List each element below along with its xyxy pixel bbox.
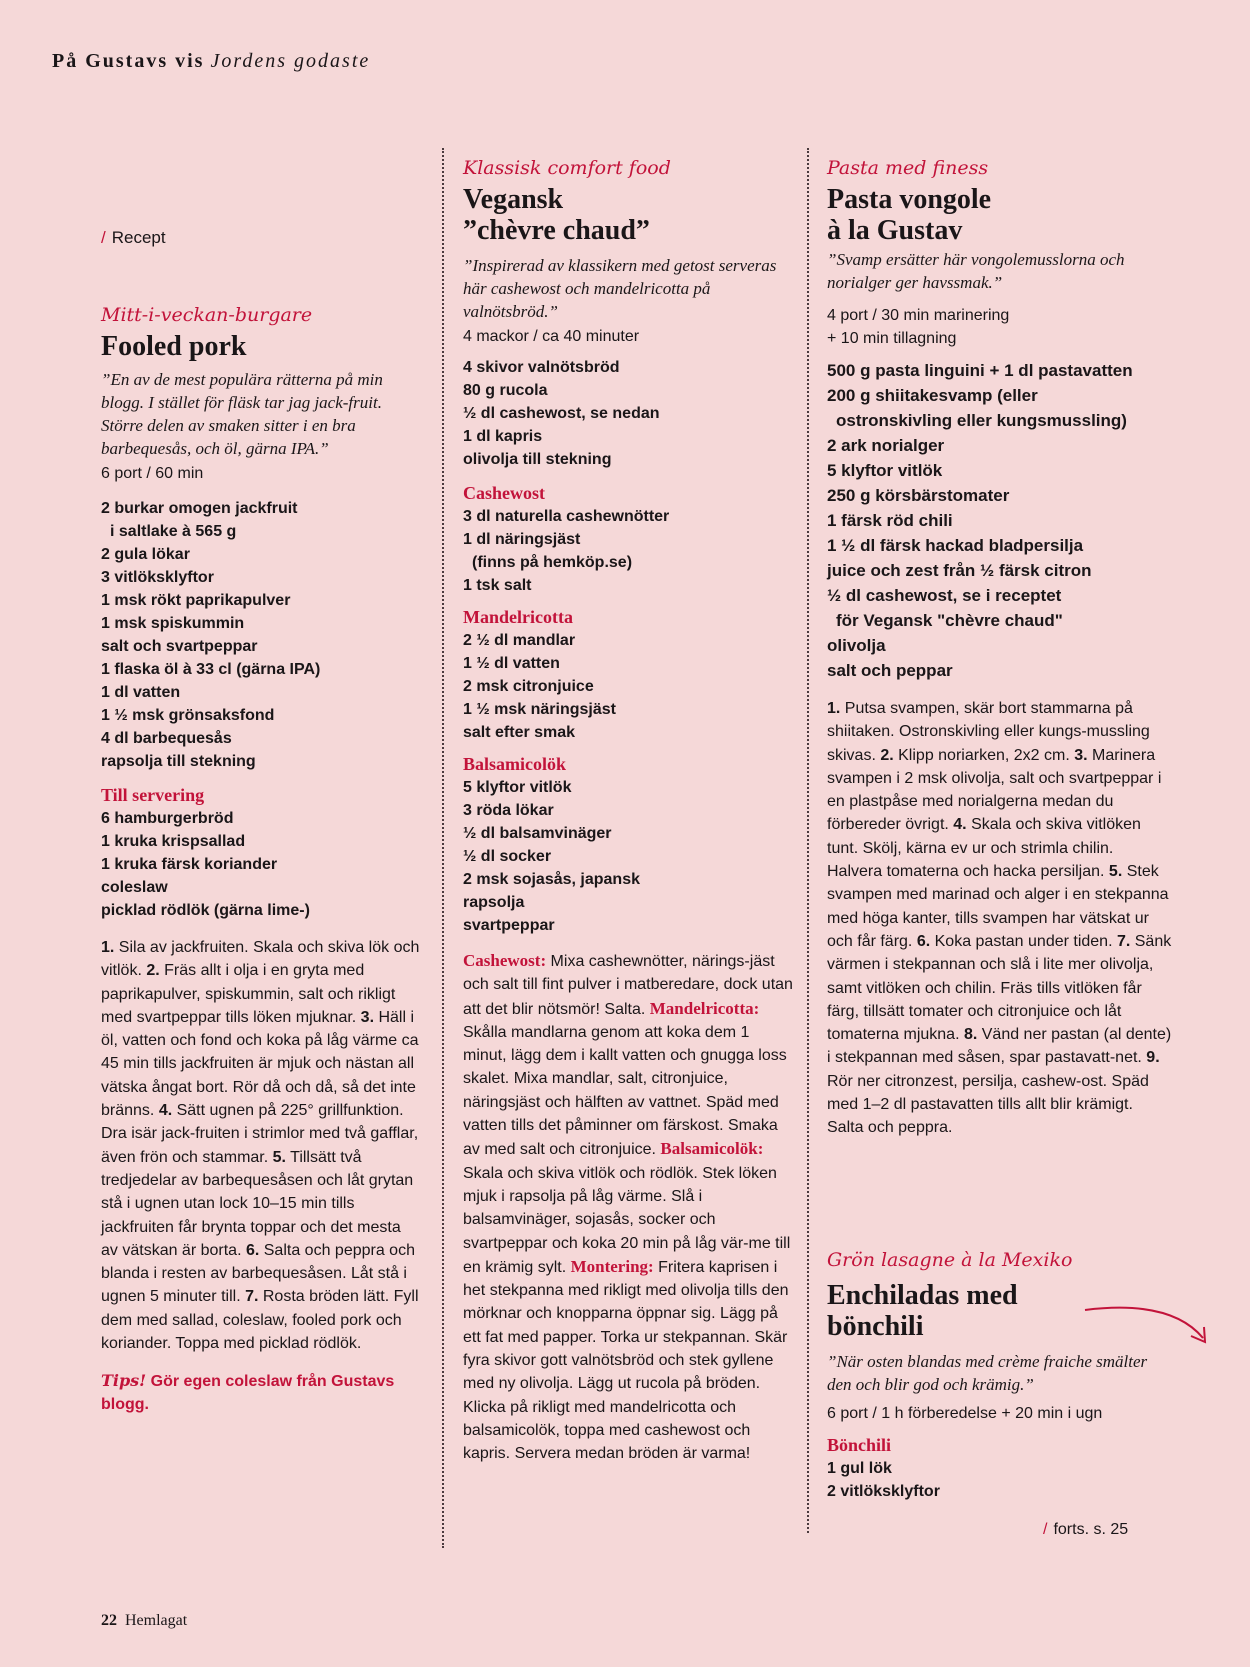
step-text: Häll i öl, vatten och fond och koka på låg värme ca 45 min tills jackfruiten är mjuk och nästan all vätska ångat bort. Rör då och då, så det inte bränns. <box>101 1008 419 1120</box>
step-number: 4. <box>158 1102 173 1120</box>
ingredient: 1 ½ dl vatten <box>463 655 560 672</box>
header-title: På Gustavs vis <box>52 50 205 72</box>
step-text: Skala och skiva vitlök och rödlök. Stek löken mjuk i rapsolja på låg värme. Slå i balsamvinäger, sojasås, socker och svartpeppar och koka 20 min på låg vär-me till en krämig sylt. <box>463 1164 791 1276</box>
ingredient: 1 ½ dl färsk hackad bladpersilja <box>827 536 1084 555</box>
ingredient: 1 ½ msk näringsjäst <box>463 701 616 718</box>
step-number: 4. <box>953 816 967 834</box>
page-header <box>52 50 370 73</box>
subsection-heading: Cashewost <box>463 483 546 503</box>
subsection-heading: Till servering <box>101 785 205 805</box>
step-heading: Cashewost: <box>463 951 547 970</box>
subsection-heading: Mandelricotta <box>463 607 573 627</box>
recipe-title-line: Enchiladas med <box>827 1280 1018 1311</box>
step-text: Vänd ner pastan (al dente) i stekpannan med såsen, spar pastavatt-net. <box>827 1026 1172 1067</box>
column-divider <box>442 148 444 1548</box>
step-number: 2. <box>146 962 160 980</box>
meta-line: 4 port / 30 min marinering <box>827 307 1010 324</box>
ingredient: ½ dl cashewost, se i receptet <box>827 586 1062 605</box>
tips-word: Tips! <box>101 1371 147 1391</box>
ingredient: 1 dl vatten <box>101 684 181 701</box>
ingredient: picklad rödlök (gärna lime-) <box>101 902 310 919</box>
step-number: 1. <box>827 700 841 717</box>
step-number: 7. <box>1116 932 1131 950</box>
recipe-chevre-chaud <box>463 156 793 1466</box>
step-text: Fräs allt i olja i en gryta med paprikapulver, spiskummin, salt och rikligt med svartpeppar tills löken mjuknar. <box>101 962 396 1026</box>
step-text: Skålla mandlarna genom att koka dem 1 minut, lägg dem i kallt vatten och gnugga loss skalet. Mixa mandlar, salt, citronjuice, näringsjäst och hälften av vattnet. Späd med vatten tills det påminner om färskost. Smaka av med salt och citronjuice. <box>463 1023 787 1159</box>
step-number: 7. <box>245 1288 259 1306</box>
continued-text: forts. s. 25 <box>1053 1521 1129 1538</box>
step-text: Koka pastan under tiden. <box>930 932 1117 950</box>
ingredient: 80 g rucola <box>463 382 548 399</box>
ingredient: rapsolja till stekning <box>101 753 256 770</box>
ingredient: 3 vitlöksklyftor <box>101 569 214 586</box>
ingredient: 2 ½ dl mandlar <box>463 632 576 649</box>
ingredient-list <box>463 629 793 744</box>
ingredient-list <box>827 358 1172 683</box>
ingredient: svartpeppar <box>463 917 555 934</box>
ingredient: 2 msk sojasås, japansk <box>463 871 640 888</box>
recipe-title <box>827 184 1172 246</box>
ingredient-list <box>827 1457 1172 1503</box>
meta-line: + 10 min tillagning <box>827 330 957 347</box>
ingredient: 1 ½ msk grönsaksfond <box>101 707 275 724</box>
ingredient: 1 tsk salt <box>463 577 532 594</box>
ingredient: 1 gul lök <box>827 1460 892 1477</box>
ingredient: 4 skivor valnötsbröd <box>463 359 620 376</box>
ingredient: 1 kruka krispsallad <box>101 833 246 850</box>
tips-note <box>101 1369 421 1416</box>
step-text: Tillsätt två tredjedelar av barbequesåsen och låt grytan stå i ugnen utan lock 10–15 min tills jackfruiten får brynta toppar och det mesta av vätskan är borta. <box>101 1148 414 1259</box>
recipe-meta <box>827 304 1172 350</box>
section-label <box>101 228 166 248</box>
recipe-meta: 4 mackor / ca 40 minuter <box>463 328 640 345</box>
step-number: 6. <box>916 932 931 950</box>
ingredient: 1 msk spiskummin <box>101 615 245 632</box>
subsection-heading: Balsamicolök <box>463 754 567 774</box>
ingredient-list <box>463 356 793 471</box>
ingredient: 2 gula lökar <box>101 546 190 563</box>
step-number: 6. <box>245 1241 260 1259</box>
ingredient-list <box>463 776 793 937</box>
ingredient: 4 dl barbequesås <box>101 730 232 747</box>
magazine-name: Hemlagat <box>125 1612 188 1629</box>
ingredient: 1 kruka färsk koriander <box>101 856 278 873</box>
ingredient: 2 burkar omogen jackfruit <box>101 500 298 517</box>
ingredient: 200 g shiitakesvamp (eller <box>827 386 1038 405</box>
ingredient-list <box>101 807 421 922</box>
step-text: Skala och skiva vitlöken tunt. Skölj, kärna ev ur och strimla chilin. Halvera tomaterna och hacka persiljan. <box>827 816 1141 881</box>
page-footer <box>101 1612 187 1630</box>
recipe-category: Klassisk comfort food <box>463 157 671 179</box>
recipe-title-line: Vegansk <box>463 184 564 215</box>
recipe-title: Fooled pork <box>101 331 247 362</box>
ingredient: 6 hamburgerbröd <box>101 810 234 827</box>
ingredient: för Vegansk "chèvre chaud" <box>836 611 1063 630</box>
recipe-quote: ”Inspirerad av klassikern med getost serveras här cashewost och mandelricotta på valnötsbröd.” <box>463 256 777 321</box>
slash-icon: / <box>1043 1521 1048 1538</box>
step-text: Fritera kaprisen i het stekpanna med rikligt med olivolja tills den mörknar och knopparna öppnar sig. Lägg på ett fat med papper. Torka ur stekpannan. Skär fyra skivor gott valnötsbröd och stek gyllene med ny olivolja. Lägg ut rucola på bröden. Klicka på rikligt med mandelricotta och balsamicolök, toppa med cashewost och kapris. Servera medan bröden är varma! <box>463 1258 789 1463</box>
ingredient: 5 klyftor vitlök <box>827 461 943 480</box>
step-text: Klipp noriarken, 2x2 cm. <box>893 746 1075 764</box>
recipe-fooled-pork <box>101 303 421 1416</box>
recipe-enchiladas <box>827 1248 1172 1503</box>
ingredient: salt efter smak <box>463 724 576 741</box>
ingredient: (finns på hemköp.se) <box>472 554 633 571</box>
ingredient: 2 msk citronjuice <box>463 678 594 695</box>
ingredient: ½ dl socker <box>463 848 552 865</box>
recipe-quote: ”En av de mest populära rätterna på min blogg. I stället för fläsk tar jag jack-fruit. Större delen av smaken sitter i en bra barbequesås, och öl, gärna IPA.” <box>101 370 383 458</box>
section-label-text: Recept <box>111 228 166 247</box>
recipe-pasta-vongole <box>827 156 1172 1140</box>
ingredient: coleslaw <box>101 879 168 896</box>
step-text: Rör ner citronzest, persilja, cashew-ost. Späd med 1–2 dl pastavatten tills allt blir krämigt. Salta och peppra. <box>827 1072 1149 1137</box>
ingredient: 250 g körsbärstomater <box>827 486 1010 505</box>
recipe-quote: ”När osten blandas med crème fraiche smälter den och blir god och krämig.” <box>827 1352 1148 1394</box>
recipe-category: Mitt-i-veckan-burgare <box>101 304 313 326</box>
ingredient: juice och zest från ½ färsk citron <box>827 561 1092 580</box>
step-text: Stek svampen med marinad och alger i en stekpanna med höga kanter, tills svampen har vätskat ur och får färg. <box>827 863 1169 950</box>
step-number: 3. <box>1074 746 1088 764</box>
ingredient: ½ dl balsamvinäger <box>463 825 612 842</box>
step-number: 3. <box>360 1008 375 1026</box>
step-number: 9. <box>1146 1049 1160 1067</box>
ingredient: ostronskivling eller kungsmussling) <box>836 411 1127 430</box>
step-text: Putsa svampen, skär bort stammarna på shiitaken. Ostronskivling eller kungs-mussling skivas. <box>827 700 1150 764</box>
recipe-category: Pasta med finess <box>827 157 989 179</box>
ingredient-list <box>101 497 421 773</box>
ingredient: 1 msk rökt paprikapulver <box>101 592 291 609</box>
ingredient: 1 flaska öl à 33 cl (gärna IPA) <box>101 661 321 678</box>
step-number: 5. <box>272 1148 286 1166</box>
ingredient: 3 dl naturella cashewnötter <box>463 508 670 525</box>
ingredient: salt och peppar <box>827 661 953 680</box>
ingredient: 1 dl kapris <box>463 428 543 445</box>
subsection-heading: Bönchili <box>827 1435 892 1455</box>
ingredient: olivolja <box>827 636 886 655</box>
recipe-title-line: Pasta vongole <box>827 184 992 215</box>
ingredient: olivolja till stekning <box>463 451 612 468</box>
recipe-title-line: à la Gustav <box>827 215 963 246</box>
step-number: 8. <box>963 1026 978 1044</box>
recipe-meta: 6 port / 1 h förberedelse + 20 min i ugn <box>827 1405 1103 1422</box>
recipe-title <box>463 184 793 246</box>
step-text: Marinera svampen i 2 msk olivolja, salt och svartpeppar i en plastpåse med norialgerna medan du förbereder övrigt. <box>827 746 1162 834</box>
column-divider <box>807 148 809 1533</box>
ingredient: rapsolja <box>463 894 525 911</box>
ingredient: i saltlake à 565 g <box>110 523 237 540</box>
step-text: Sila av jackfruiten. Skala och skiva lök och vitlök. <box>101 939 420 980</box>
page-number: 22 <box>101 1612 117 1629</box>
step-heading: Mandelricotta: <box>649 998 760 1018</box>
step-text: Sätt ugnen på 225° grillfunktion. Dra isär jack-fruiten i strimlor med två gafflar, även frön och stammar. <box>101 1102 419 1166</box>
recipe-quote: ”Svamp ersätter här vongolemusslorna och norialger ger havssmak.” <box>827 250 1125 292</box>
arrow-icon <box>1083 1302 1213 1348</box>
step-number: 2. <box>880 746 894 764</box>
tips-text: Gör egen coleslaw från Gustavs blogg. <box>101 1373 395 1414</box>
instructions <box>101 936 421 1355</box>
continued-note <box>1043 1521 1128 1539</box>
step-text: Rosta bröden lätt. Fyll dem med sallad, coleslaw, fooled pork och koriander. Toppa med picklad rödlök. <box>101 1288 419 1353</box>
step-number: 1. <box>101 939 115 956</box>
instructions <box>827 697 1172 1140</box>
recipe-meta: 6 port / 60 min <box>101 465 204 482</box>
ingredient: 2 vitlöksklyftor <box>827 1483 940 1500</box>
ingredient: ½ dl cashewost, se nedan <box>463 405 660 422</box>
ingredient: salt och svartpeppar <box>101 638 258 655</box>
step-text: Mixa cashewnötter, närings-jäst och salt till fint pulver i matberedare, dock utan att det blir nötsmör! Salta. <box>463 953 793 1018</box>
ingredient: 1 dl näringsjäst <box>463 531 581 548</box>
instructions <box>463 949 793 1466</box>
recipe-title-line: ”chèvre chaud” <box>463 215 650 246</box>
ingredient: 3 röda lökar <box>463 802 554 819</box>
step-number: 5. <box>1108 863 1123 881</box>
ingredient: 1 färsk röd chili <box>827 511 953 530</box>
step-text: Salta och peppra och blanda i resten av barbequesåsen. Låt stå i ugnen 5 minuter till. <box>101 1241 415 1306</box>
ingredient: 5 klyftor vitlök <box>463 779 572 796</box>
slash-icon: / <box>101 228 106 247</box>
recipe-title-line: bönchili <box>827 1311 924 1342</box>
step-text: Sänk värmen i stekpannan och slå i lite mer olivolja, samt vitlöken och chilin. Fräs tills vitlöken får färg, tillsätt tomater och citronjuice och låt tomaterna mjukna. <box>827 932 1172 1044</box>
ingredient-list <box>463 505 793 597</box>
recipe-category: Grön lasagne à la Mexiko <box>827 1249 1073 1271</box>
ingredient: 2 ark norialger <box>827 436 945 455</box>
ingredient: 500 g pasta linguini + 1 dl pastavatten <box>827 361 1133 380</box>
step-heading: Balsamicolök: <box>660 1139 764 1159</box>
header-subtitle: Jordens godaste <box>210 50 371 72</box>
step-heading: Montering: <box>570 1256 654 1276</box>
